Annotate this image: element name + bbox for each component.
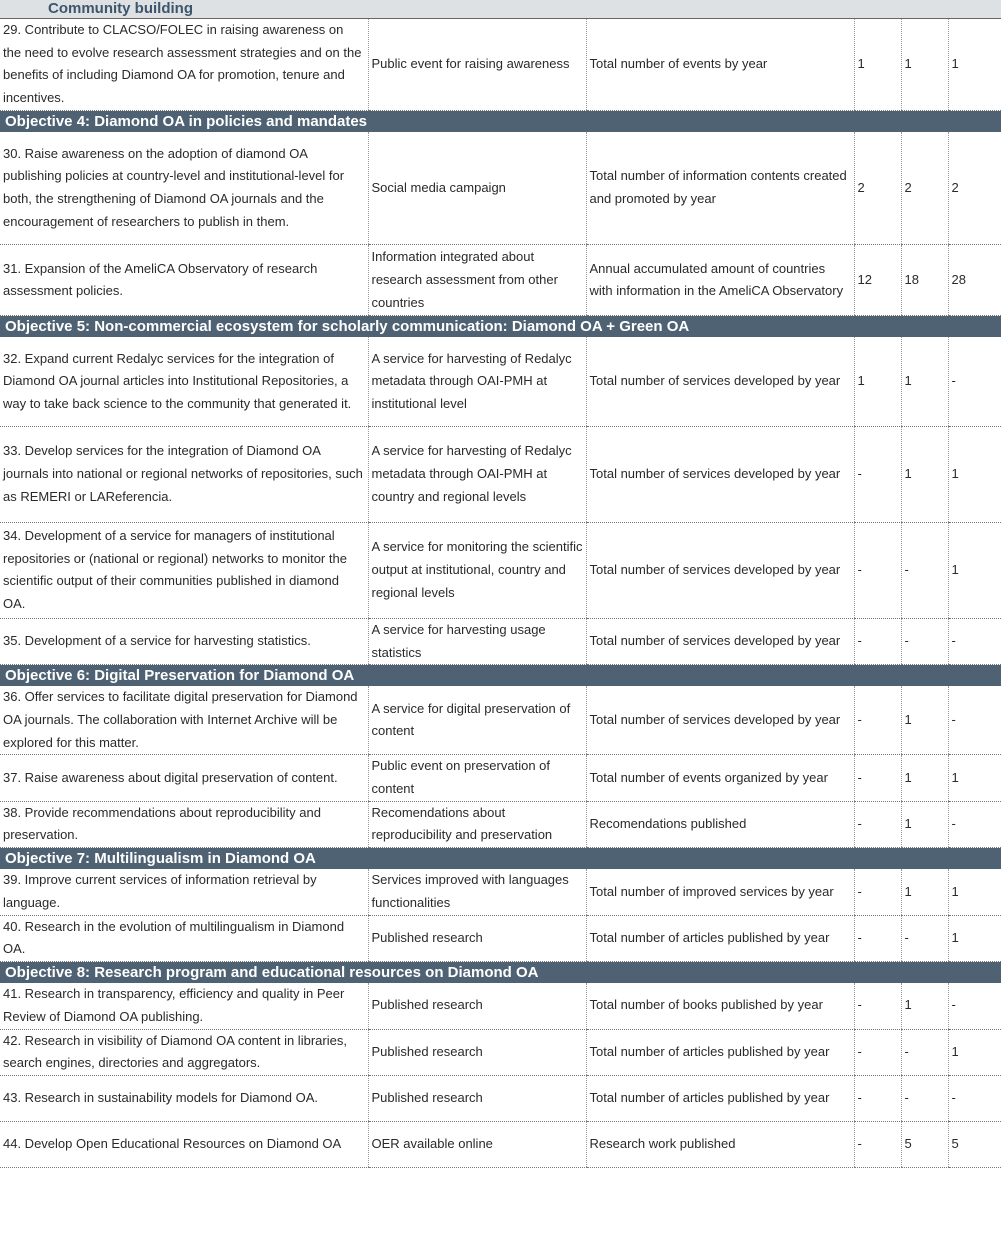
indicator-cell: Total number of services developed by year	[586, 686, 854, 755]
table-row	[0, 245, 1001, 316]
objective-header	[0, 316, 1001, 338]
year3-value-cell: 1	[948, 522, 1001, 618]
action-cell: 35. Development of a service for harvesting statistics.	[0, 618, 368, 664]
action-cell: 34. Development of a service for managers of institutional repositories or (national or regional) networks to monitor the scientific output of their communities published in diamond OA.	[0, 522, 368, 618]
indicator-cell: Research work published	[586, 1121, 854, 1167]
year3-value-cell: 2	[948, 132, 1001, 245]
table-row	[0, 426, 1001, 522]
action-cell: 30. Raise awareness on the adoption of diamond OA publishing policies at country-level and institutional-level for both, the strengthening of Diamond OA journals and the encouragement of researchers to publish in them.	[0, 132, 368, 245]
indicator-cell: Total number of events organized by year	[586, 755, 854, 801]
table-row	[0, 1075, 1001, 1121]
year3-value-cell: 28	[948, 245, 1001, 316]
section-title: Objective 8: Research program and educational resources on Diamond OA	[0, 962, 1001, 984]
year2-value-cell: 1	[901, 869, 948, 915]
action-cell: 32. Expand current Redalyc services for the integration of Diamond OA journal articles into Institutional Repositories, a way to take back science to the community that generated it.	[0, 337, 368, 426]
product-cell: Published research	[368, 983, 586, 1029]
year2-value-cell: 1	[901, 686, 948, 755]
section-title: Objective 5: Non-commercial ecosystem for scholarly communication: Diamond OA + Green OA	[0, 316, 1001, 338]
year1-value-cell: -	[854, 801, 901, 847]
objective-header	[0, 110, 1001, 132]
year1-value-cell: -	[854, 1029, 901, 1075]
action-cell: 44. Develop Open Educational Resources on Diamond OA	[0, 1121, 368, 1167]
year2-value-cell: 5	[901, 1121, 948, 1167]
product-cell: A service for harvesting of Redalyc metadata through OAI-PMH at institutional level	[368, 337, 586, 426]
indicator-cell: Total number of articles published by year	[586, 1029, 854, 1075]
table-row	[0, 618, 1001, 664]
product-cell: Public event for raising awareness	[368, 19, 586, 111]
objective-header	[0, 848, 1001, 870]
year2-value-cell: 1	[901, 755, 948, 801]
year1-value-cell: 2	[854, 132, 901, 245]
year2-value-cell: -	[901, 522, 948, 618]
table-row	[0, 686, 1001, 755]
year1-value-cell: -	[854, 1075, 901, 1121]
product-cell: A service for harvesting usage statistics	[368, 618, 586, 664]
product-cell: A service for harvesting of Redalyc metadata through OAI-PMH at country and regional levels	[368, 426, 586, 522]
objective-header	[0, 665, 1001, 687]
year3-value-cell: 1	[948, 915, 1001, 961]
year3-value-cell: 1	[948, 1029, 1001, 1075]
year3-value-cell: 1	[948, 869, 1001, 915]
table-row	[0, 915, 1001, 961]
product-cell: Social media campaign	[368, 132, 586, 245]
year2-value-cell: -	[901, 915, 948, 961]
indicator-cell: Total number of services developed by year	[586, 426, 854, 522]
section-title: Objective 4: Diamond OA in policies and mandates	[0, 110, 1001, 132]
year1-value-cell: -	[854, 1121, 901, 1167]
product-cell: Published research	[368, 1075, 586, 1121]
table-row	[0, 755, 1001, 801]
table-row	[0, 1121, 1001, 1167]
year2-value-cell: 1	[901, 983, 948, 1029]
year2-value-cell: 2	[901, 132, 948, 245]
table-row	[0, 983, 1001, 1029]
year1-value-cell: -	[854, 618, 901, 664]
section-title: Community building	[0, 0, 1001, 19]
year1-value-cell: -	[854, 686, 901, 755]
action-cell: 43. Research in sustainability models for Diamond OA.	[0, 1075, 368, 1121]
product-cell: Published research	[368, 915, 586, 961]
year2-value-cell: -	[901, 1029, 948, 1075]
action-cell: 31. Expansion of the AmeliCA Observatory of research assessment policies.	[0, 245, 368, 316]
indicator-cell: Total number of information contents created and promoted by year	[586, 132, 854, 245]
year3-value-cell: -	[948, 983, 1001, 1029]
action-cell: 39. Improve current services of information retrieval by language.	[0, 869, 368, 915]
table-row	[0, 132, 1001, 245]
year3-value-cell: -	[948, 801, 1001, 847]
product-cell: OER available online	[368, 1121, 586, 1167]
action-cell: 40. Research in the evolution of multilingualism in Diamond OA.	[0, 915, 368, 961]
table-row	[0, 19, 1001, 111]
year2-value-cell: 1	[901, 337, 948, 426]
action-cell: 36. Offer services to facilitate digital preservation for Diamond OA journals. The collaboration with Internet Archive will be explored for this matter.	[0, 686, 368, 755]
year3-value-cell: 1	[948, 19, 1001, 111]
action-cell: 42. Research in visibility of Diamond OA content in libraries, search engines, directories and aggregators.	[0, 1029, 368, 1075]
year3-value-cell: -	[948, 618, 1001, 664]
year1-value-cell: -	[854, 869, 901, 915]
table-row	[0, 801, 1001, 847]
year1-value-cell: -	[854, 983, 901, 1029]
action-cell: 41. Research in transparency, efficiency and quality in Peer Review of Diamond OA publishing.	[0, 983, 368, 1029]
year1-value-cell: 12	[854, 245, 901, 316]
table-row	[0, 869, 1001, 915]
year1-value-cell: 1	[854, 19, 901, 111]
year2-value-cell: 1	[901, 19, 948, 111]
product-cell: Services improved with languages functionalities	[368, 869, 586, 915]
indicator-cell: Total number of improved services by year	[586, 869, 854, 915]
table-row	[0, 1029, 1001, 1075]
action-cell: 29. Contribute to CLACSO/FOLEC in raising awareness on the need to evolve research assessment strategies and on the benefits of including Diamond OA for promotion, tenure and incentives.	[0, 19, 368, 111]
year3-value-cell: 1	[948, 426, 1001, 522]
product-cell: A service for monitoring the scientific output at institutional, country and regional levels	[368, 522, 586, 618]
table-row	[0, 522, 1001, 618]
indicator-cell: Total number of articles published by year	[586, 915, 854, 961]
indicator-cell: Total number of services developed by year	[586, 618, 854, 664]
year2-value-cell: 18	[901, 245, 948, 316]
indicator-cell: Annual accumulated amount of countries with information in the AmeliCA Observatory	[586, 245, 854, 316]
year3-value-cell: 1	[948, 755, 1001, 801]
action-cell: 37. Raise awareness about digital preservation of content.	[0, 755, 368, 801]
indicator-cell: Total number of services developed by year	[586, 522, 854, 618]
year1-value-cell: -	[854, 755, 901, 801]
product-cell: Information integrated about research assessment from other countries	[368, 245, 586, 316]
product-cell: A service for digital preservation of content	[368, 686, 586, 755]
section-title: Objective 7: Multilingualism in Diamond OA	[0, 848, 1001, 870]
indicator-cell: Total number of events by year	[586, 19, 854, 111]
year1-value-cell: 1	[854, 337, 901, 426]
product-cell: Published research	[368, 1029, 586, 1075]
section-title: Objective 6: Digital Preservation for Diamond OA	[0, 665, 1001, 687]
indicator-cell: Recomendations published	[586, 801, 854, 847]
year3-value-cell: -	[948, 337, 1001, 426]
action-cell: 38. Provide recommendations about reproducibility and preservation.	[0, 801, 368, 847]
indicator-cell: Total number of books published by year	[586, 983, 854, 1029]
objective-header	[0, 962, 1001, 984]
table-row	[0, 337, 1001, 426]
year2-value-cell: 1	[901, 801, 948, 847]
year2-value-cell: -	[901, 618, 948, 664]
indicator-cell: Total number of articles published by year	[586, 1075, 854, 1121]
year1-value-cell: -	[854, 522, 901, 618]
section-subheader	[0, 0, 1001, 19]
action-cell: 33. Develop services for the integration of Diamond OA journals into national or regional networks of repositories, such as REMERI or LAReferencia.	[0, 426, 368, 522]
product-cell: Recomendations about reproducibility and preservation	[368, 801, 586, 847]
year3-value-cell: 5	[948, 1121, 1001, 1167]
year1-value-cell: -	[854, 915, 901, 961]
indicator-cell: Total number of services developed by year	[586, 337, 854, 426]
year1-value-cell: -	[854, 426, 901, 522]
product-cell: Public event on preservation of content	[368, 755, 586, 801]
year2-value-cell: 1	[901, 426, 948, 522]
year2-value-cell: -	[901, 1075, 948, 1121]
year3-value-cell: -	[948, 1075, 1001, 1121]
year3-value-cell: -	[948, 686, 1001, 755]
